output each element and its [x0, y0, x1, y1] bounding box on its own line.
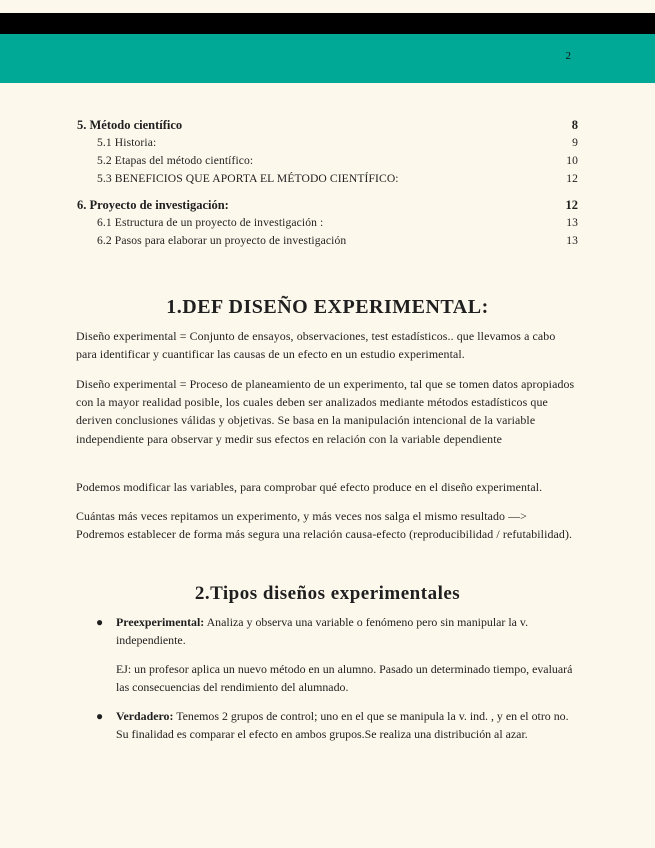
section-heading-def: 1.DEF DISEÑO EXPERIMENTAL:	[166, 296, 489, 318]
list-item	[96, 707, 576, 743]
toc-entry-page: 9	[572, 136, 578, 149]
toc-entry-page: 12	[565, 198, 578, 212]
toc-entry[interactable]	[77, 116, 578, 134]
toc-entry[interactable]	[77, 134, 578, 152]
toc-entry[interactable]	[77, 170, 578, 188]
toc-entry-page: 10	[566, 154, 578, 167]
toc-entry-page: 8	[571, 118, 578, 132]
toc-entry-page: 13	[566, 234, 578, 247]
toc-entry-label: 5.1 Historia:	[97, 136, 157, 149]
bullet-term: Verdadero:	[116, 709, 174, 723]
toc-entry-label: 6.2 Pasos para elaborar un proyecto de investigación	[97, 234, 347, 247]
toc-entry-page: 13	[566, 216, 578, 229]
toc-entry[interactable]	[77, 196, 578, 214]
paragraph: Diseño experimental = Conjunto de ensayos, observaciones, test estadísticos.. que llevamos a cabo para identificar y cuantificar las causas de un efecto en un estudio experimental.	[76, 329, 556, 362]
bullet-icon: ●	[96, 615, 104, 629]
paragraph: Podemos modificar las variables, para comprobar qué efecto produce en el diseño experimental.	[76, 480, 543, 494]
bullet-text: Tenemos 2 grupos de control; uno en el que se manipula la v. ind. , y en el otro no. Su finalidad es comparar el efecto en ambos grupos.Se realiza una distribución al azar.	[116, 709, 569, 742]
toc-entry-label: 5.2 Etapas del método científico:	[97, 154, 254, 167]
bullet-text: Analiza y observa una variable o fenómeno pero sin manipular la v. independiente.	[116, 615, 529, 648]
section-heading-tipos: 2.Tipos diseños experimentales	[194, 583, 461, 604]
page-number: 2	[565, 50, 571, 62]
header-teal-band	[0, 34, 655, 83]
toc-entry-label: 6. Proyecto de investigación:	[77, 198, 229, 212]
table-of-contents	[77, 116, 578, 250]
bullet-term: Preexperimental:	[116, 615, 205, 629]
toc-entry-label: 5. Método científico	[77, 118, 183, 132]
toc-entry-label: 5.3 BENEFICIOS QUE APORTA EL MÉTODO CIENTÍFICO:	[97, 172, 399, 185]
header-black-band	[0, 13, 655, 34]
toc-entry-label: 6.1 Estructura de un proyecto de investigación :	[97, 216, 324, 229]
list-item	[96, 613, 576, 649]
toc-entry[interactable]	[77, 152, 578, 170]
example-text: EJ: un profesor aplica un nuevo método en un alumno. Pasado un determinado tiempo, evaluará las consecuencias del rendimiento del alumnado.	[116, 662, 573, 695]
toc-entry[interactable]	[77, 232, 578, 250]
paragraph: Cuántas más veces repitamos un experimento, y más veces nos salga el mismo resultado —> Podremos establecer de forma más segura una relación causa-efecto (reproducibilidad / refutabilidad).	[76, 509, 573, 542]
paragraph: Diseño experimental = Proceso de planeamiento de un experimento, tal que se tomen datos apropiados con la mayor realidad posible, los cuales deben ser analizados mediante métodos estadísticos que deriven conclusiones válidas y objetivas. Se basa en la manipulación intencional de la variable independiente para observar y medir sus efectos en relación con la variable dependiente	[76, 377, 575, 446]
toc-entry[interactable]	[77, 214, 578, 232]
bullet-icon: ●	[96, 709, 104, 723]
toc-entry-page: 12	[566, 172, 578, 185]
